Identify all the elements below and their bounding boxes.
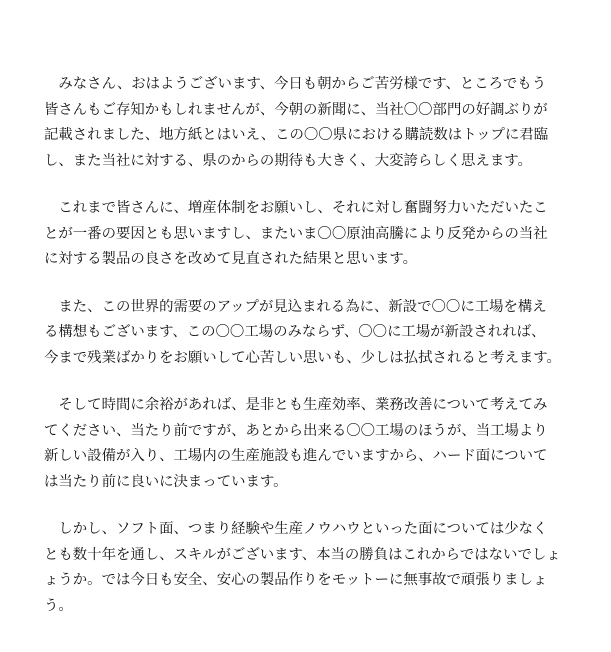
- paragraph-4: [44, 393, 560, 495]
- text-line: 今まで残業ばかりをお願いして心苦しい思いも、少しは払拭されると考えます。: [44, 349, 561, 366]
- text-line: とが一番の要因とも思いますし、またいま〇〇原油高騰により反発からの当社: [44, 225, 548, 242]
- text-line: に対する製品の良さを改めて見直された結果と思います。: [44, 251, 418, 267]
- text-line: とも数十年を通し、スキルがございます、本当の勝負はこれからではないでしょ: [44, 546, 561, 563]
- text-line: る構想もございます、この〇〇工場のみならず、〇〇に工場が新設されれば、: [44, 324, 546, 340]
- text-line: しかし、ソフト面、つまり経験や生産ノウハウといった面については少なく: [44, 521, 548, 537]
- text-line: は当たり前に良いに決まっています。: [44, 473, 288, 490]
- paragraph-5: [44, 517, 560, 619]
- text-line: 記載されました、地方紙とはいえ、この〇〇県における購読数はトップに君臨: [44, 127, 549, 143]
- paragraph-3: [44, 295, 560, 372]
- text-line: てください、当たり前ですが、あとから出来る〇〇工場のほうが、当工場より: [44, 422, 548, 439]
- text-line: また、この世界的需要のアップが見込まれる為に、新設で〇〇に工場を構え: [44, 298, 547, 315]
- text-line: 新しい設備が入り、工場内の生産施設も進んでいますから、ハード面について: [44, 448, 548, 464]
- text-line: 皆さんもご存知かもしれませんが、今朝の新聞に、当社〇〇部門の好調ぶりが: [44, 101, 548, 118]
- text-line: し、また当社に対する、県のからの期待も大きく、大変誇らしく思えます。: [44, 152, 532, 169]
- text-line: う。: [44, 597, 73, 614]
- document-body: [44, 72, 560, 641]
- paragraph-1: [44, 72, 560, 174]
- text-line: ょうか。では今日も安全、安心の製品作りをモットーに無事故で頑張りましょ: [44, 572, 548, 588]
- text-line: これまで皆さんに、増産体制をお願いし、それに対し奮闘努力いただいたこ: [44, 200, 548, 216]
- text-line: みなさん、おはようございます、今日も朝からご苦労様です、ところでもう: [44, 76, 547, 92]
- paragraph-2: [44, 196, 560, 273]
- text-line: そして時間に余裕があれば、是非とも生産効率、業務改善について考えてみ: [44, 397, 548, 413]
